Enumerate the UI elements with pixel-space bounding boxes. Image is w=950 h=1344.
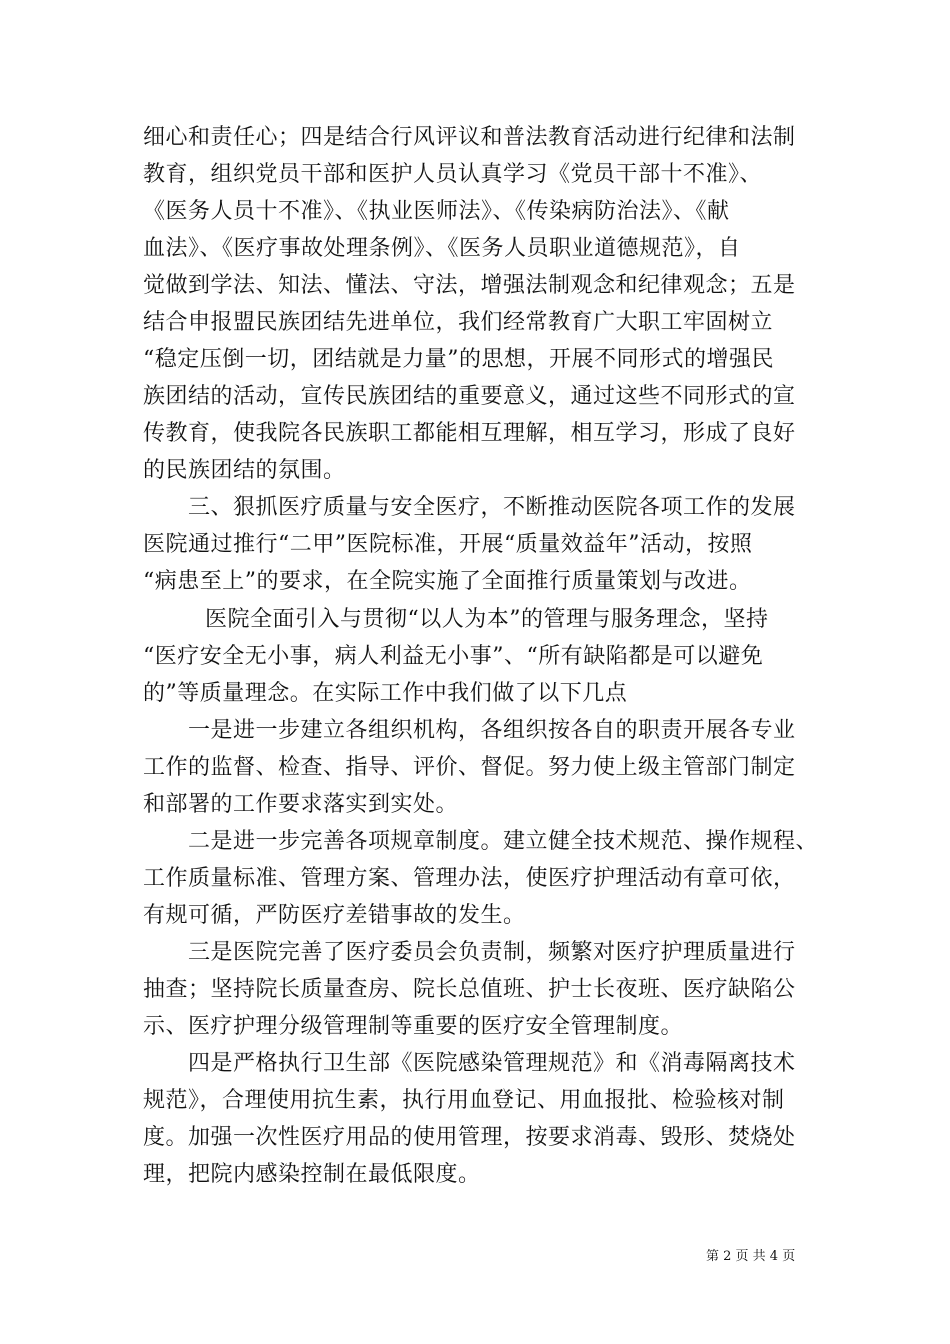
body-text-line: “稳定压倒一切，团结就是力量”的思想，开展不同形式的增强民 bbox=[143, 347, 774, 372]
paragraph-first-line: 一是进一步建立各组织机构，各组织按各自的职责开展各专业 bbox=[188, 718, 796, 743]
body-text-line: 的民族团结的氛围。 bbox=[143, 458, 346, 483]
page-number-footer: 第 2 页 共 4 页 bbox=[706, 1249, 796, 1264]
body-text-line: 细心和责任心；四是结合行风评议和普法教育活动进行纪律和法制 bbox=[143, 125, 796, 150]
body-text-line: 结合申报盟民族团结先进单位，我们经常教育广大职工牢固树立 bbox=[143, 310, 774, 335]
body-text-line: 示、医疗护理分级管理制等重要的医疗安全管理制度。 bbox=[143, 1014, 684, 1039]
body-text-line: 抽查；坚持院长质量查房、院长总值班、护士长夜班、医疗缺陷公 bbox=[143, 977, 796, 1002]
body-text-line: “病患至上”的要求，在全院实施了全面推行质量策划与改进。 bbox=[143, 569, 752, 594]
body-text-line: 族团结的活动，宣传民族团结的重要意义，通过这些不同形式的宣 bbox=[143, 384, 796, 409]
body-text-line: 有规可循，严防医疗差错事故的发生。 bbox=[143, 903, 526, 928]
body-text-line: 和部署的工作要求落实到实处。 bbox=[143, 792, 459, 817]
body-text-line: 教育，组织党员干部和医护人员认真学习《党员干部十不准》、 bbox=[143, 162, 763, 187]
body-text-line: 工作的监督、检查、指导、评价、督促。努力使上级主管部门制定 bbox=[143, 755, 796, 780]
body-text-line: 规范》，合理使用抗生素，执行用血登记、用血报批、检验核对制 bbox=[143, 1088, 785, 1113]
paragraph-first-line: 四是严格执行卫生部《医院感染管理规范》和《消毒隔离技术 bbox=[188, 1051, 796, 1076]
body-text-line: 度。加强一次性医疗用品的使用管理，按要求消毒、毁形、焚烧处 bbox=[143, 1125, 796, 1150]
paragraph-first-line: 二是进一步完善各项规章制度。建立健全技术规范、操作规程、 bbox=[188, 829, 819, 854]
body-text-line: 觉做到学法、知法、懂法、守法，增强法制观念和纪律观念；五是 bbox=[143, 273, 796, 298]
body-text-line: 医院通过推行“二甲”医院标准，开展“质量效益年”活动，按照 bbox=[143, 532, 753, 557]
body-text-line: 工作质量标准、管理方案、管理办法，使医疗护理活动有章可依， bbox=[143, 866, 796, 891]
body-text-line: “医疗安全无小事，病人利益无小事”、“所有缺陷都是可以避免 bbox=[143, 644, 764, 669]
body-text-line: 血法》、《医疗事故处理条例》、《医务人员职业道德规范》，自 bbox=[143, 236, 741, 261]
body-text-line: 传教育，使我院各民族职工都能相互理解，相互学习，形成了良好 bbox=[143, 421, 796, 446]
paragraph-first-line: 医院全面引入与贯彻“以人为本”的管理与服务理念，坚持 bbox=[205, 607, 769, 632]
body-text-line: 《医务人员十不准》、《执业医师法》、《传染病防治法》、《献 bbox=[143, 199, 730, 224]
body-text-line: 理，把院内感染控制在最低限度。 bbox=[143, 1162, 481, 1187]
paragraph-first-line: 三是医院完善了医疗委员会负责制，频繁对医疗护理质量进行 bbox=[188, 940, 796, 965]
body-text-line: 的”等质量理念。在实际工作中我们做了以下几点 bbox=[143, 681, 628, 706]
section-heading: 三、狠抓医疗质量与安全医疗，不断推动医院各项工作的发展 bbox=[188, 495, 796, 520]
